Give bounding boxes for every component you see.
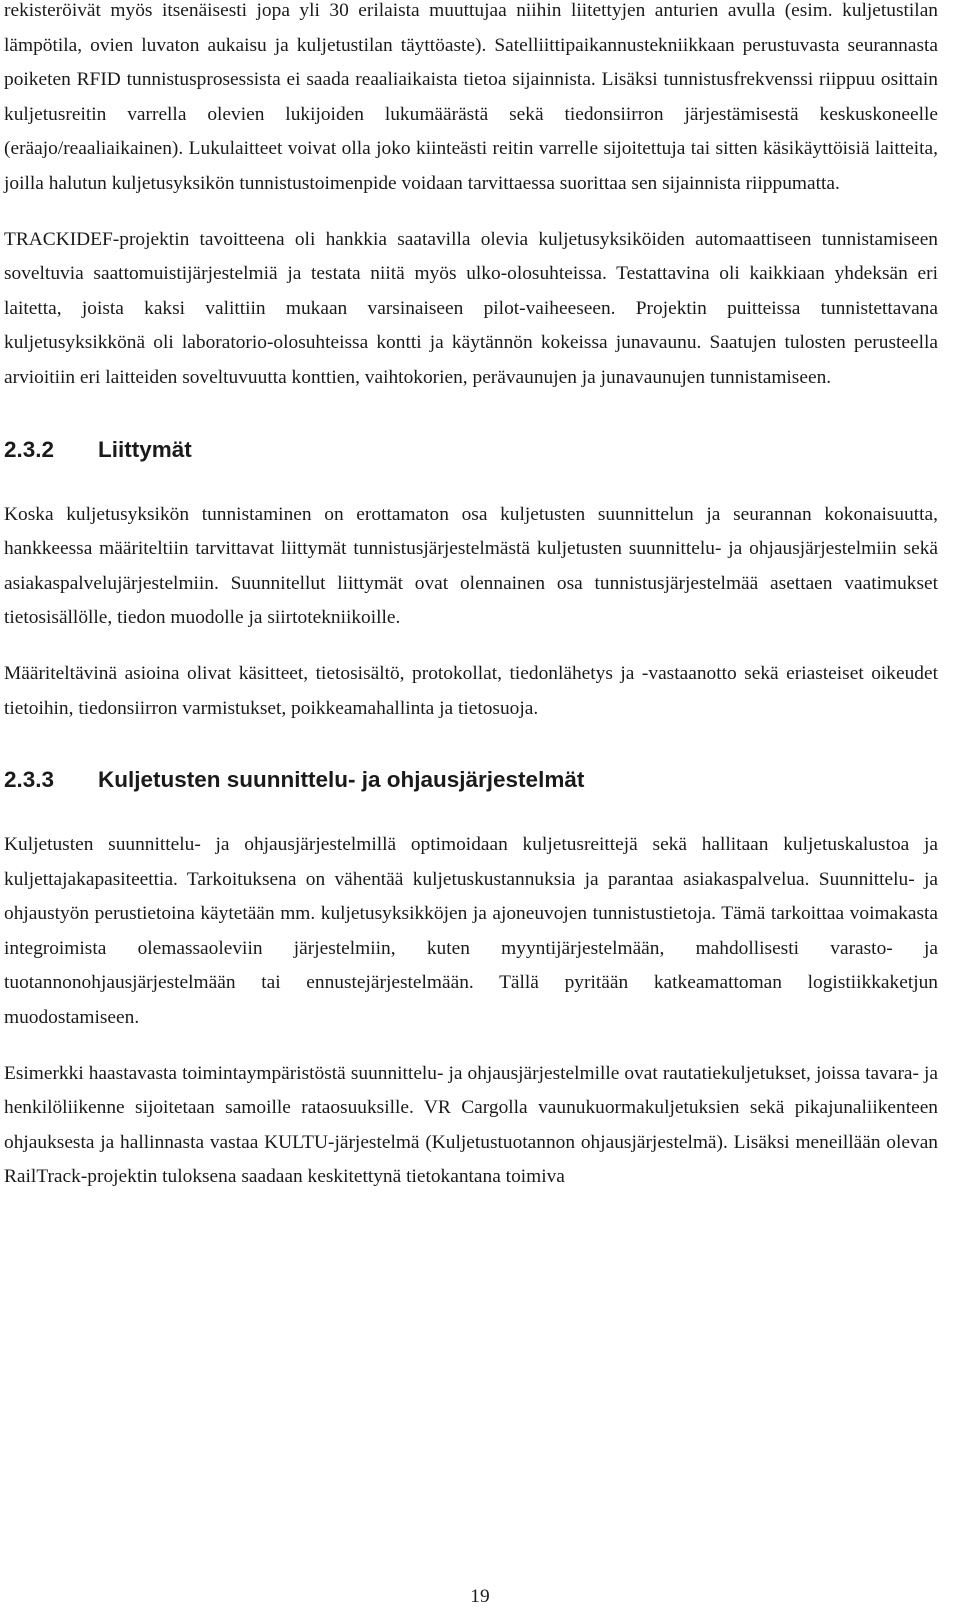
heading-gap — [4, 465, 938, 498]
section-gap — [4, 396, 938, 435]
heading-gap — [4, 795, 938, 828]
paragraph-interfaces-items: Määriteltävinä asioina olivat käsitteet, tietosisältö, protokollat, tiedonlähetys ja -vastaanotto sekä eriasteiset oikeudet tietoihin, tiedonsiirron varmistukset, poikkeamahallinta ja tietosuoja. — [4, 662, 938, 719]
section-heading-2-3-3 — [4, 765, 938, 795]
section-gap — [4, 726, 938, 765]
document-page — [4, 0, 938, 1195]
paragraph-rfid-tracking: rekisteröivät myös itsenäisesti jopa yli 30 erilaista muuttujaa niihin liitettyjen anturien avulla (esim. kuljetustilan lämpötila, ovien luvaton aukaisu ja kuljetustilan täyttöaste). Satelliittipaikannustekniikkaan perustuvasta seurannasta poiketen RFID tunnistusprosessista ei saada reaaliaikaista tietoa sijainnista. Lisäksi tunnistusfrekvenssi riippuu osittain kuljetusreitin varrella olevien lukijoiden lukumäärästä sekä tiedonsiirron järjestämisestä keskuskoneelle (eräajo/reaaliaikainen). Lukulaitteet voivat olla joko kiinteästi reitin varrelle sijoitettuja tai sitten käsikäyttöisiä laitteita, joilla halutun kuljetusyksikön tunnistustoimenpide voidaan tarvittaessa suorittaa sen sijainnista riippumatta. — [4, 0, 938, 194]
section-heading-2-3-2 — [4, 435, 938, 465]
paragraph-trackidef-project: TRACKIDEF-projektin tavoitteena oli hankkia saatavilla olevia kuljetusyksiköiden automaattiseen tunnistamiseen soveltuvia saattomuistijärjestelmiä ja testata niitä myös ulko-olosuhteissa. Testattavina oli kaikkiaan yhdeksän eri laitetta, joista kaksi valittiin mukaan varsinaiseen pilot-vaiheeseen. Projektin puitteissa tunnistettavana kuljetusyksikkönä oli laboratorio-olosuhteissa kontti ja käytännön kokeissa junavaunu. Saatujen tulosten perusteella arvioitiin eri laitteiden soveltuvuutta konttien, vaihtokorien, perävaunujen ja junavaunujen tunnistamiseen. — [4, 228, 938, 388]
section-title: Liittymät — [98, 436, 192, 462]
paragraph-gap — [4, 202, 938, 223]
paragraph-gap — [4, 1036, 938, 1057]
paragraph-rail-example: Esimerkki haastavasta toimintaympäristöstä suunnittelu- ja ohjausjärjestelmille ovat rautatiekuljetukset, joissa tavara- ja henkilöliikenne sijoitetaan samoille rataosuuksille. VR Cargolla vaunukuormakuljetuksien sekä pikajunaliikenteen ohjauksesta ja hallinnasta vastaa KULTU-järjestelmä (Kuljetustuotannon ohjausjärjestelmä). Lisäksi meneillään olevan RailTrack-projektin tuloksena saadaan keskitettynä tietokantana toimiva — [4, 1062, 938, 1188]
section-number: 2.3.2 — [4, 436, 55, 462]
paragraph-planning-systems: Kuljetusten suunnittelu- ja ohjausjärjestelmillä optimoidaan kuljetusreittejä sekä hallitaan kuljetuskalustoa ja kuljettajakapasiteettia. Tarkoituksena on vähentää kuljetuskustannuksia ja parantaa asiakaspalvelua. Suunnittelu- ja ohjaustyön perustietoina käytetään mm. kuljetusyksikköjen ja ajoneuvojen tunnistustietoja. Tämä tarkoittaa voimakasta integroimista olemassaoleviin järjestelmiin, kuten myyntijärjestelmään, mahdollisesti varasto- ja tuotannonohjausjärjestelmään tai ennustejärjestelmään. Tällä pyritään katkeamattoman logistiikkaketjun muodostamiseen. — [4, 834, 938, 1029]
section-title: Kuljetusten suunnittelu- ja ohjausjärjestelmät — [98, 767, 585, 793]
paragraph-gap — [4, 636, 938, 657]
paragraph-interfaces-intro: Koska kuljetusyksikön tunnistaminen on erottamaton osa kuljetusten suunnittelun ja seurannan kokonaisuutta, hankkeessa määriteltiin tarvittavat liittymät tunnistusjärjestelmästä kuljetusten suunnittelu- ja ohjausjärjestelmiin sekä asiakaspalvelujärjestelmiin. Suunnitellut liittymät ovat olennainen osa tunnistusjärjestelmää asettaen vaatimukset tietosisällölle, tiedon muodolle ja siirtotekniikoille. — [4, 503, 938, 629]
section-number: 2.3.3 — [4, 767, 55, 793]
page-number: 19 — [470, 1586, 490, 1607]
